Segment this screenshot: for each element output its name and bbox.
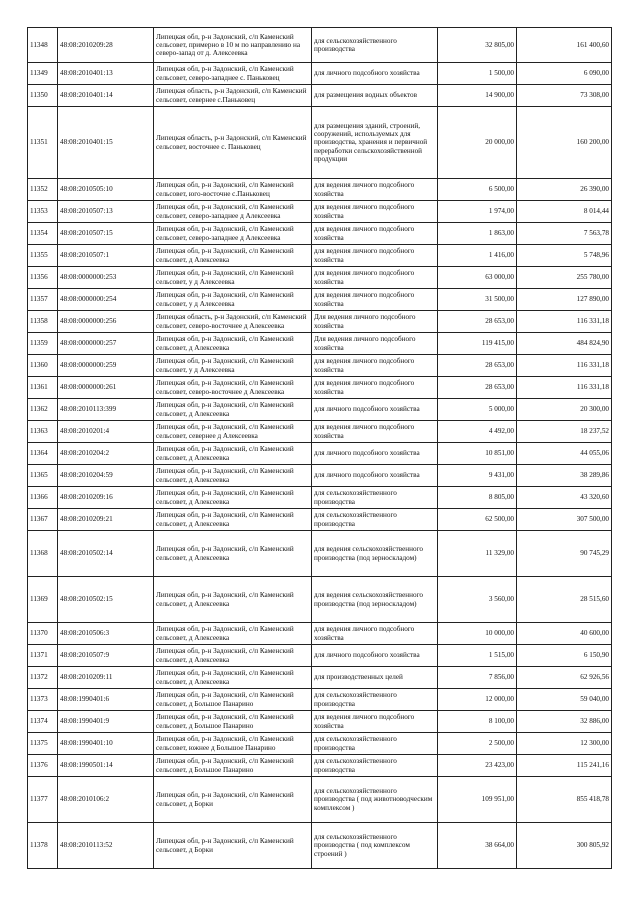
- cell-address: Липецкая обл, р-н Задонский, с/п Каменский сельсовет, северо-восточнее д Алексеевка: [154, 377, 312, 399]
- cell-cadastral-value: 44 055,06: [517, 443, 612, 465]
- cell-permitted-use: для ведения личного подсобного хозяйства: [312, 623, 438, 645]
- table-row: [28, 465, 612, 487]
- cell-number: 11349: [28, 63, 58, 85]
- cell-area: 28 653,00: [438, 355, 517, 377]
- cell-address: Липецкая обл, р-н Задонский, с/п Каменский сельсовет, у д Алексеевка: [154, 267, 312, 289]
- table-row: [28, 711, 612, 733]
- cell-permitted-use: для сельскохозяйственного производства: [312, 509, 438, 531]
- cell-number: 11376: [28, 755, 58, 777]
- cell-address: Липецкая область, р-н Задонский, с/п Каменский сельсовет, восточнее с. Паньковец: [154, 107, 312, 179]
- cell-cadastral-value: 43 320,60: [517, 487, 612, 509]
- cell-permitted-use: для личного подсобного хозяйства: [312, 465, 438, 487]
- table-row: [28, 823, 612, 869]
- cell-permitted-use: для производственных целей: [312, 667, 438, 689]
- cell-cadastral-value: 18 237,52: [517, 421, 612, 443]
- cell-cadastral-value: 73 308,00: [517, 85, 612, 107]
- cell-cadastral-number: 48:08:0000000:256: [58, 311, 154, 333]
- cell-cadastral-value: 255 780,00: [517, 267, 612, 289]
- cell-number: 11367: [28, 509, 58, 531]
- cell-cadastral-value: 116 331,18: [517, 311, 612, 333]
- cell-cadastral-number: 48:08:0000000:261: [58, 377, 154, 399]
- cell-cadastral-number: 48:08:0000000:253: [58, 267, 154, 289]
- cell-area: 1 416,00: [438, 245, 517, 267]
- cell-cadastral-value: 26 390,00: [517, 179, 612, 201]
- cell-permitted-use: для ведения личного подсобного хозяйства: [312, 245, 438, 267]
- table-row: [28, 645, 612, 667]
- cell-area: 109 951,00: [438, 777, 517, 823]
- cell-cadastral-value: 6 150,90: [517, 645, 612, 667]
- cell-cadastral-number: 48:08:2010502:14: [58, 531, 154, 577]
- cell-cadastral-number: 48:08:2010401:15: [58, 107, 154, 179]
- cell-area: 6 500,00: [438, 179, 517, 201]
- cell-area: 1 974,00: [438, 201, 517, 223]
- cell-permitted-use: для личного подсобного хозяйства: [312, 443, 438, 465]
- cell-address: Липецкая обл, р-н Задонский, с/п Каменский сельсовет, д Алексеевка: [154, 531, 312, 577]
- cell-cadastral-number: 48:08:2010401:14: [58, 85, 154, 107]
- cell-number: 11364: [28, 443, 58, 465]
- cell-address: Липецкая обл, р-н Задонский, с/п Каменский сельсовет, д Алексеевка: [154, 645, 312, 667]
- cell-number: 11366: [28, 487, 58, 509]
- table-row: [28, 333, 612, 355]
- cell-area: 10 851,00: [438, 443, 517, 465]
- cell-address: Липецкая обл, р-н Задонский, с/п Каменский сельсовет, д Алексеевка: [154, 623, 312, 645]
- cell-address: Липецкая обл, р-н Задонский, с/п Каменский сельсовет, у д Алексеевка: [154, 355, 312, 377]
- cell-number: 11368: [28, 531, 58, 577]
- table-row: [28, 733, 612, 755]
- table-row: [28, 399, 612, 421]
- cell-permitted-use: для сельскохозяйственного производства ( под комплексом строений ): [312, 823, 438, 869]
- cell-address: Липецкая обл, р-н Задонский, с/п Каменский сельсовет, д Алексеевка: [154, 667, 312, 689]
- cell-cadastral-value: 62 926,56: [517, 667, 612, 689]
- table-row: [28, 28, 612, 63]
- table-row: [28, 85, 612, 107]
- cell-permitted-use: для личного подсобного хозяйства: [312, 645, 438, 667]
- cell-address: Липецкая обл, р-н Задонский, с/п Каменский сельсовет, севернее д Алексеевка: [154, 421, 312, 443]
- table-row: [28, 355, 612, 377]
- cell-permitted-use: для ведения личного подсобного хозяйства: [312, 377, 438, 399]
- cell-permitted-use: для ведения личного подсобного хозяйства: [312, 355, 438, 377]
- cell-area: 1 515,00: [438, 645, 517, 667]
- cell-number: 11373: [28, 689, 58, 711]
- cell-number: 11355: [28, 245, 58, 267]
- cell-number: 11377: [28, 777, 58, 823]
- table-row: [28, 267, 612, 289]
- cell-address: Липецкая обл, р-н Задонский, с/п Каменский сельсовет, д Борки: [154, 777, 312, 823]
- table-row: [28, 223, 612, 245]
- cell-permitted-use: Для ведения личного подсобного хозяйства: [312, 311, 438, 333]
- cell-number: 11353: [28, 201, 58, 223]
- cell-address: Липецкая обл, р-н Задонский, с/п Каменский сельсовет, северо-западнее д Алексеевка: [154, 223, 312, 245]
- cell-area: 1 500,00: [438, 63, 517, 85]
- cell-area: 7 856,00: [438, 667, 517, 689]
- table-row: [28, 443, 612, 465]
- cell-number: 11371: [28, 645, 58, 667]
- cell-address: Липецкая обл, р-н Задонский, с/п Каменский сельсовет, д Алексеевка: [154, 333, 312, 355]
- cell-cadastral-value: 307 500,00: [517, 509, 612, 531]
- cell-cadastral-number: 48:08:2010113:52: [58, 823, 154, 869]
- cell-cadastral-number: 48:08:0000000:254: [58, 289, 154, 311]
- cell-cadastral-number: 48:08:2010204:59: [58, 465, 154, 487]
- cell-area: 9 431,00: [438, 465, 517, 487]
- cell-cadastral-value: 32 886,00: [517, 711, 612, 733]
- cell-cadastral-value: 115 241,16: [517, 755, 612, 777]
- cell-cadastral-value: 855 418,78: [517, 777, 612, 823]
- cell-permitted-use: для сельскохозяйственного производства: [312, 487, 438, 509]
- cell-area: 63 000,00: [438, 267, 517, 289]
- cell-permitted-use: для ведения личного подсобного хозяйства: [312, 267, 438, 289]
- table-row: [28, 689, 612, 711]
- cell-cadastral-number: 48:08:2010507:1: [58, 245, 154, 267]
- cell-number: 11365: [28, 465, 58, 487]
- cell-cadastral-number: 48:08:2010401:13: [58, 63, 154, 85]
- cell-cadastral-number: 48:08:2010507:15: [58, 223, 154, 245]
- cell-number: 11375: [28, 733, 58, 755]
- cell-address: Липецкая обл, р-н Задонский, с/п Каменский сельсовет, д Алексеевка: [154, 465, 312, 487]
- cell-address: Липецкая область, р-н Задонский, с/п Каменский сельсовет, северо-восточнее д Алексеевка: [154, 311, 312, 333]
- cell-number: 11359: [28, 333, 58, 355]
- cell-number: 11370: [28, 623, 58, 645]
- cell-cadastral-number: 48:08:2010204:2: [58, 443, 154, 465]
- cell-cadastral-number: 48:08:2010209:28: [58, 28, 154, 63]
- cell-number: 11352: [28, 179, 58, 201]
- table-row: [28, 421, 612, 443]
- cell-number: 11351: [28, 107, 58, 179]
- cell-area: 23 423,00: [438, 755, 517, 777]
- table-row: [28, 245, 612, 267]
- cell-cadastral-value: 300 805,92: [517, 823, 612, 869]
- cell-address: Липецкая область, р-н Задонский, с/п Каменский сельсовет, севернее с.Паньковец: [154, 85, 312, 107]
- cell-address: Липецкая обл, р-н Задонский, с/п Каменский сельсовет, д Алексеевка: [154, 509, 312, 531]
- table-row: [28, 107, 612, 179]
- cell-cadastral-number: 48:08:1990401:6: [58, 689, 154, 711]
- cell-area: 14 900,00: [438, 85, 517, 107]
- cell-permitted-use: для сельскохозяйственного производства: [312, 733, 438, 755]
- cell-cadastral-value: 20 300,00: [517, 399, 612, 421]
- table-row: [28, 179, 612, 201]
- cell-cadastral-value: 12 300,00: [517, 733, 612, 755]
- cell-permitted-use: для сельскохозяйственного производства: [312, 28, 438, 63]
- cell-area: 3 560,00: [438, 577, 517, 623]
- cell-number: 11363: [28, 421, 58, 443]
- table-row: [28, 623, 612, 645]
- cell-cadastral-value: 38 289,86: [517, 465, 612, 487]
- cell-area: 28 653,00: [438, 311, 517, 333]
- table-row: [28, 377, 612, 399]
- cell-cadastral-value: 59 040,00: [517, 689, 612, 711]
- table-row: [28, 487, 612, 509]
- land-plots-table: [27, 27, 612, 869]
- cell-number: 11354: [28, 223, 58, 245]
- cell-area: 8 100,00: [438, 711, 517, 733]
- cell-cadastral-number: 48:08:1990501:14: [58, 755, 154, 777]
- table-row: [28, 311, 612, 333]
- cell-cadastral-number: 48:08:2010209:21: [58, 509, 154, 531]
- cell-cadastral-value: 7 563,78: [517, 223, 612, 245]
- cell-area: 62 500,00: [438, 509, 517, 531]
- table-row: [28, 531, 612, 577]
- cell-address: Липецкая обл, р-н Задонский, с/п Каменский сельсовет, д Алексеевка: [154, 577, 312, 623]
- cell-cadastral-value: 28 515,60: [517, 577, 612, 623]
- cell-area: 11 329,00: [438, 531, 517, 577]
- cell-area: 28 653,00: [438, 377, 517, 399]
- cell-cadastral-number: 48:08:2010506:3: [58, 623, 154, 645]
- cell-cadastral-number: 48:08:0000000:259: [58, 355, 154, 377]
- cell-cadastral-number: 48:08:2010209:16: [58, 487, 154, 509]
- cell-permitted-use: для размещения водных объектов: [312, 85, 438, 107]
- cell-permitted-use: для ведения сельскохозяйственного производства (под зерноскладом): [312, 577, 438, 623]
- cell-address: Липецкая обл, р-н Задонский, с/п Каменский сельсовет, примерно в 10 м по направлению на северо-запад от д. Алексеевка: [154, 28, 312, 63]
- cell-cadastral-number: 48:08:2010209:11: [58, 667, 154, 689]
- table-row: [28, 777, 612, 823]
- table-row: [28, 577, 612, 623]
- cell-address: Липецкая обл, р-н Задонский, с/п Каменский сельсовет, д Алексеевка: [154, 245, 312, 267]
- cell-permitted-use: для сельскохозяйственного производства ( под животноводческим комплексом ): [312, 777, 438, 823]
- table-row: [28, 667, 612, 689]
- cell-permitted-use: для ведения личного подсобного хозяйства: [312, 223, 438, 245]
- table-row: [28, 289, 612, 311]
- cell-permitted-use: для ведения личного подсобного хозяйства: [312, 179, 438, 201]
- cell-number: 11350: [28, 85, 58, 107]
- cell-area: 38 664,00: [438, 823, 517, 869]
- cell-number: 11362: [28, 399, 58, 421]
- cell-cadastral-value: 484 824,90: [517, 333, 612, 355]
- cell-address: Липецкая обл, р-н Задонский, с/п Каменский сельсовет, д Большое Панарино: [154, 689, 312, 711]
- cell-number: 11369: [28, 577, 58, 623]
- table-row: [28, 755, 612, 777]
- cell-cadastral-value: 8 014,44: [517, 201, 612, 223]
- cell-cadastral-number: 48:08:2010507:13: [58, 201, 154, 223]
- cell-cadastral-number: 48:08:1990401:10: [58, 733, 154, 755]
- cell-area: 31 500,00: [438, 289, 517, 311]
- cell-number: 11361: [28, 377, 58, 399]
- cell-cadastral-number: 48:08:2010505:10: [58, 179, 154, 201]
- cell-cadastral-value: 160 200,00: [517, 107, 612, 179]
- cell-permitted-use: для сельскохозяйственного производства: [312, 689, 438, 711]
- cell-address: Липецкая обл, р-н Задонский, с/п Каменский сельсовет, д Алексеевка: [154, 399, 312, 421]
- cell-permitted-use: Для ведения личного подсобного хозяйства: [312, 333, 438, 355]
- cell-address: Липецкая обл, р-н Задонский, с/п Каменский сельсовет, южнее д Большое Панарино: [154, 733, 312, 755]
- cell-cadastral-number: 48:08:0000000:257: [58, 333, 154, 355]
- cell-area: 4 492,00: [438, 421, 517, 443]
- cell-address: Липецкая обл, р-н Задонский, с/п Каменский сельсовет, северо-западнее д Алексеевка: [154, 201, 312, 223]
- cell-number: 11348: [28, 28, 58, 63]
- cell-cadastral-number: 48:08:1990401:9: [58, 711, 154, 733]
- cell-number: 11356: [28, 267, 58, 289]
- cell-area: 2 500,00: [438, 733, 517, 755]
- cell-address: Липецкая обл, р-н Задонский, с/п Каменский сельсовет, д Алексеевка: [154, 443, 312, 465]
- cell-number: 11372: [28, 667, 58, 689]
- cell-permitted-use: для сельскохозяйственного производства: [312, 755, 438, 777]
- cell-cadastral-value: 40 600,00: [517, 623, 612, 645]
- cell-cadastral-value: 116 331,18: [517, 355, 612, 377]
- table-body: [28, 28, 612, 869]
- cell-permitted-use: для личного подсобного хозяйства: [312, 63, 438, 85]
- cell-cadastral-number: 48:08:2010201:4: [58, 421, 154, 443]
- cell-cadastral-value: 116 331,18: [517, 377, 612, 399]
- cell-area: 12 000,00: [438, 689, 517, 711]
- cell-cadastral-value: 90 745,29: [517, 531, 612, 577]
- cell-address: Липецкая обл, р-н Задонский, с/п Каменский сельсовет, у д Алексеевка: [154, 289, 312, 311]
- cell-cadastral-value: 5 748,96: [517, 245, 612, 267]
- cell-cadastral-number: 48:08:2010113:399: [58, 399, 154, 421]
- cell-permitted-use: для ведения сельскохозяйственного производства (под зерноскладом): [312, 531, 438, 577]
- cell-cadastral-value: 161 400,60: [517, 28, 612, 63]
- cell-area: 119 415,00: [438, 333, 517, 355]
- cell-address: Липецкая обл, р-н Задонский, с/п Каменский сельсовет, д Большое Панарино: [154, 711, 312, 733]
- cell-permitted-use: для личного подсобного хозяйства: [312, 399, 438, 421]
- cell-address: Липецкая обл, р-н Задонский, с/п Каменский сельсовет, д Борки: [154, 823, 312, 869]
- cell-permitted-use: для ведения личного подсобного хозяйства: [312, 289, 438, 311]
- cell-address: Липецкая обл, р-н Задонский, с/п Каменский сельсовет, д Алексеевка: [154, 487, 312, 509]
- cell-number: 11357: [28, 289, 58, 311]
- cell-permitted-use: для ведения личного подсобного хозяйства: [312, 421, 438, 443]
- cell-cadastral-value: 127 890,00: [517, 289, 612, 311]
- cell-address: Липецкая обл, р-н Задонский, с/п Каменский сельсовет, д Большое Панарино: [154, 755, 312, 777]
- cell-number: 11358: [28, 311, 58, 333]
- cell-area: 32 805,00: [438, 28, 517, 63]
- cell-address: Липецкая обл, р-н Задонский, с/п Каменский сельсовет, юго-восточне с.Паньковец: [154, 179, 312, 201]
- cell-permitted-use: для ведения личного подсобного хозяйства: [312, 201, 438, 223]
- cell-cadastral-number: 48:08:2010106:2: [58, 777, 154, 823]
- cell-cadastral-number: 48:08:2010502:15: [58, 577, 154, 623]
- cell-number: 11374: [28, 711, 58, 733]
- table-row: [28, 63, 612, 85]
- cell-cadastral-number: 48:08:2010507:9: [58, 645, 154, 667]
- cell-permitted-use: для ведения личного подсобного хозяйства: [312, 711, 438, 733]
- table-row: [28, 201, 612, 223]
- cell-cadastral-value: 6 090,00: [517, 63, 612, 85]
- cell-number: 11360: [28, 355, 58, 377]
- cell-area: 20 000,00: [438, 107, 517, 179]
- cell-area: 10 000,00: [438, 623, 517, 645]
- cell-area: 1 863,00: [438, 223, 517, 245]
- cell-area: 5 000,00: [438, 399, 517, 421]
- cell-permitted-use: для размещения зданий, строений, сооружений, используемых для производства, хранения и первичной переработки сельскохозяйственной продукции: [312, 107, 438, 179]
- table-row: [28, 509, 612, 531]
- cell-address: Липецкая обл, р-н Задонский, с/п Каменский сельсовет, северо-западнее с. Паньковец: [154, 63, 312, 85]
- cell-area: 8 805,00: [438, 487, 517, 509]
- cell-number: 11378: [28, 823, 58, 869]
